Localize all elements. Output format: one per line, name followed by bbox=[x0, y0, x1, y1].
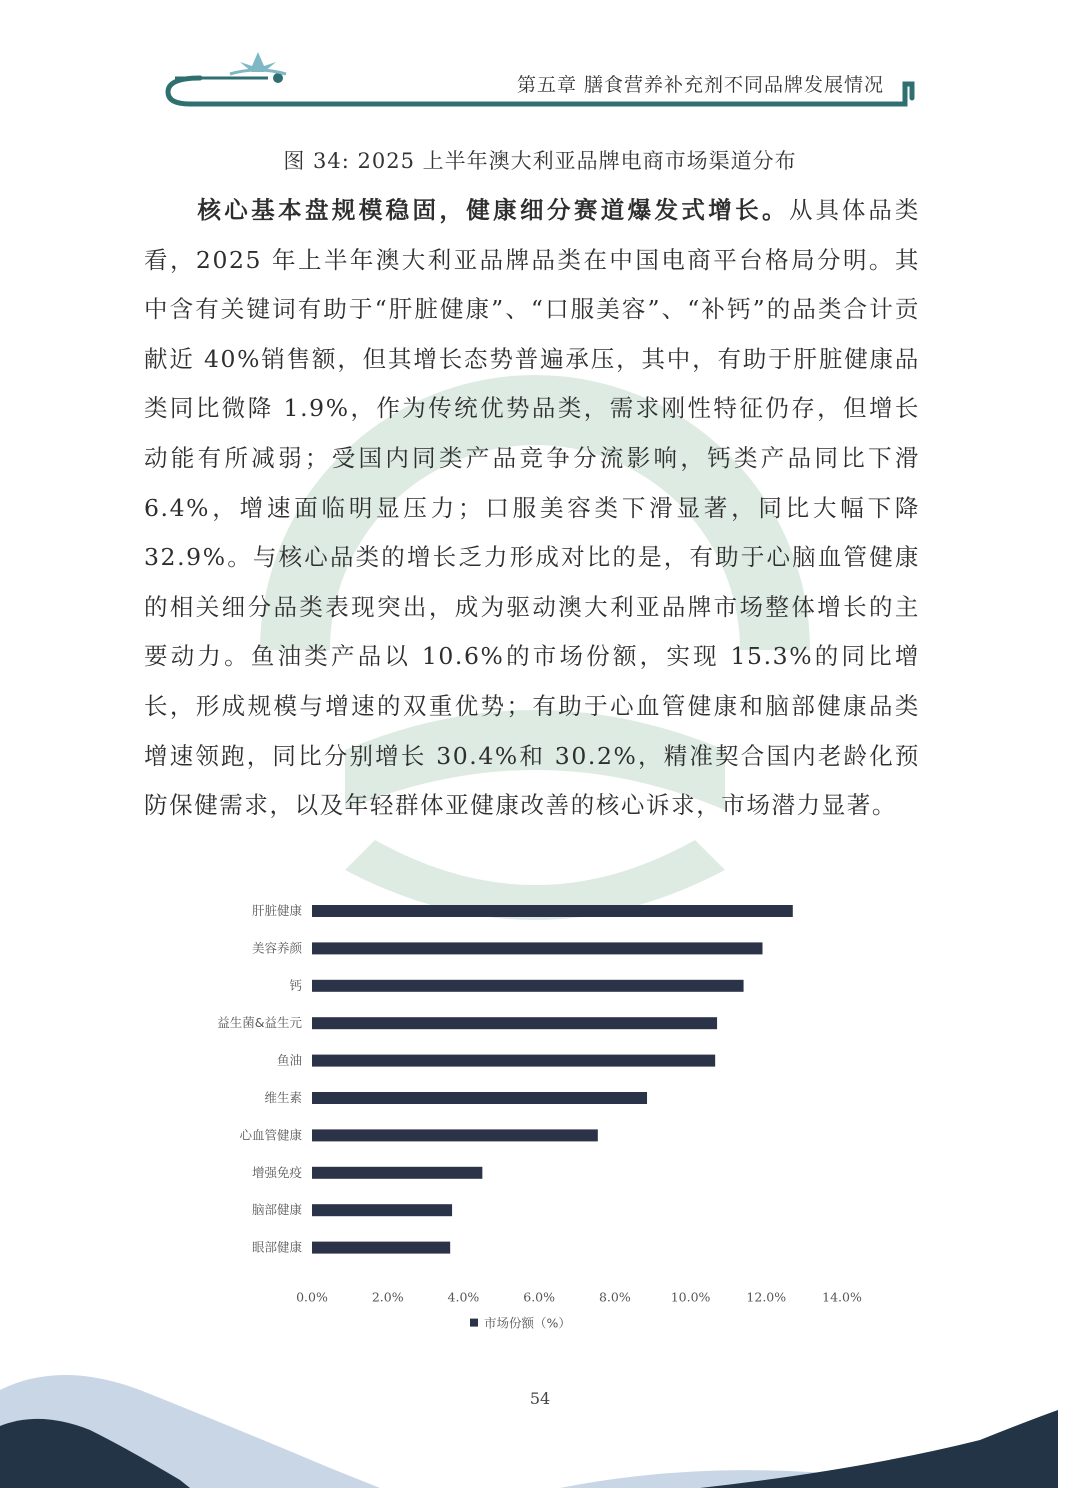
body-paragraph bbox=[144, 186, 920, 831]
bar bbox=[312, 1055, 715, 1067]
x-tick-label: 14.0% bbox=[822, 1289, 862, 1305]
bar bbox=[312, 1167, 482, 1179]
category-label: 钙 bbox=[289, 977, 302, 993]
lotus-icon bbox=[230, 52, 286, 74]
x-tick-label: 0.0% bbox=[296, 1289, 328, 1305]
footer-wave-decoration bbox=[0, 1350, 1080, 1488]
x-tick-label: 2.0% bbox=[371, 1289, 404, 1305]
bar bbox=[312, 942, 763, 954]
bar bbox=[312, 1129, 598, 1141]
category-label: 维生素 bbox=[264, 1090, 302, 1105]
figure-caption: 图 34: 2025 上半年澳大利亚品牌电商市场渠道分布 bbox=[283, 149, 797, 173]
bar-chart bbox=[190, 890, 890, 1340]
category-label: 增强免疫 bbox=[251, 1164, 302, 1180]
legend-swatch bbox=[470, 1319, 478, 1327]
category-label: 肝脏健康 bbox=[251, 903, 302, 918]
paragraph-text: 从具体品类看，2025 年上半年澳大利亚品牌品类在中国电商平台格局分明。其中含有关键词有助于“肝脏健康”、“口服美容”、“补钙”的品类合计贡献近 40%销售额，但其增长态势普遍承压，其中，有助于肝脏健康品类同比微降 1.9%，作为传统优势品类，需求刚性特征仍存，但增长动能有所减弱；受国内同类产品竞争分流影响，钙类产品同比下滑 6.4%，增速面临明显压力；口服美容类下滑显著，同比大幅下降 32.9%。与核心品类的增长乏力形成对比的是，有助于心脑血管健康的相关细分品类表现突出，成为驱动澳大利亚品牌市场整体增长的主要动力。鱼油类产品以 10.6%的市场份额，实现 15.3%的同比增长，形成规模与增速的双重优势；有助于心血管健康和脑部健康品类增速领跑，同比分别增长 30.4%和 30.2%，精准契合国内老龄化预防保健需求，以及年轻群体亚健康改善的核心诉求，市场潜力显著。 bbox=[144, 196, 921, 820]
bar bbox=[312, 1204, 452, 1216]
bar bbox=[312, 1017, 717, 1029]
bar bbox=[312, 1092, 647, 1104]
x-tick-label: 6.0% bbox=[523, 1289, 556, 1305]
category-label: 眼部健康 bbox=[251, 1239, 302, 1255]
x-tick-label: 4.0% bbox=[447, 1289, 480, 1305]
legend-label: 市场份额（%） bbox=[484, 1315, 571, 1331]
category-label: 益生菌&益生元 bbox=[217, 1015, 302, 1031]
chapter-title: 第五章 膳食营养补充剂不同品牌发展情况 bbox=[516, 74, 884, 96]
x-tick-label: 8.0% bbox=[598, 1289, 631, 1305]
category-label: 脑部健康 bbox=[251, 1202, 302, 1218]
header-dot bbox=[273, 73, 283, 83]
paragraph-lead: 核心基本盘规模稳固，健康细分赛道爆发式增长。 bbox=[196, 196, 789, 224]
bar bbox=[312, 980, 744, 992]
category-label: 美容养颜 bbox=[251, 940, 302, 956]
category-label: 心血管健康 bbox=[239, 1127, 302, 1143]
x-tick-label: 10.0% bbox=[670, 1289, 711, 1305]
header-decoration bbox=[0, 0, 1080, 130]
category-label: 鱼油 bbox=[276, 1052, 302, 1068]
page-number: 54 bbox=[529, 1389, 551, 1408]
bar bbox=[312, 1242, 450, 1254]
x-tick-label: 12.0% bbox=[746, 1289, 787, 1305]
chart-svg bbox=[190, 890, 890, 1340]
bar bbox=[312, 905, 793, 917]
